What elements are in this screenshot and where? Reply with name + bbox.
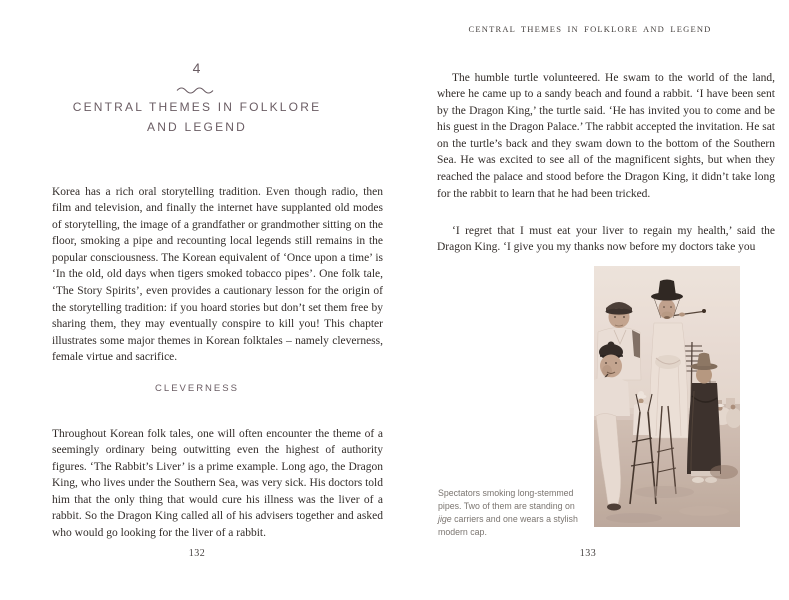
caption-italic-term: jige [438,514,452,524]
caption-text-1: Spectators smoking long-stemmed pipes. Two of them are standing on [438,488,575,511]
page-number-right: 133 [579,548,597,559]
running-header: CENTRAL THEMES IN FOLKLORE AND LEGEND [468,24,712,34]
left-paragraph-2: Throughout Korean folk tales, one will often encounter the theme of a seemingly ordinary being outwitting even the highest of authority figures. ‘The Rabbit’s Liver’ is a prime example. Long ago, the Dragon King, who lives under the Southern Sea, was very sick. His doctors told him that the only thing that would cure his illness was the liver of a rabbit. So the Dragon King called all of his advisers together and asked who would go looking for the liver of a rabbit. [52,427,383,540]
photo-illustration [594,266,740,527]
right-paragraph-2: ‘I regret that I must eat your liver to regain my health,’ said the Dragon King. ‘I give you my thanks now before my doctors take you [437,224,775,254]
section-heading-cleverness: CLEVERNESS [155,383,239,394]
chapter-number: 4 [192,60,202,76]
photo-spectators [594,266,740,527]
right-paragraph-1: The humble turtle volunteered. He swam to the world of the land, where he came up to a sandy beach and found a rabbit. ‘I have been sent by the Dragon King,’ the turtle said. ‘He has invited you to come and be his guest in the Dragon Palace.’ The rabbit accepted the invitation. He sat on the turtle’s back and they swam down to the bottom of the Southern Sea. He was excited to see all of the magnificent sights, but when they reached the palace and stood before the Dragon King, it didn’t take long for the rabbit to learn that he had been tricked. [437,71,775,200]
photo-caption [438,487,584,539]
left-paragraph-1: Korea has a rich oral storytelling tradition. Even though radio, then film and television, and finally the internet have supplanted old modes of storytelling, the image of a grandfather or grandmother sitting on the floor, smoking a pipe and recounting local legends still remains in the popular consciousness. The Korean equivalent of ‘Once upon a time’ is ‘In the old, old days when tigers smoked tobacco pipes’. One folk tale, ‘The Story Spirits’, even provides a cautionary lesson for the origin of the storytelling tradition: if you hoard stories but don’t set them free by sharing them, they may eventually conspire to kill you! This chapter illustrates some major themes in Korean folktales – namely cleverness, female virtue and sacrifice. [52,185,383,364]
caption-text-2: carriers and one wears a stylish modern cap. [438,514,578,537]
page-number-left: 132 [188,548,206,559]
chapter-title [27,97,367,137]
chapter-title-line2: AND LEGEND [146,120,248,134]
chapter-title-line1: CENTRAL THEMES IN FOLKLORE [72,100,322,114]
